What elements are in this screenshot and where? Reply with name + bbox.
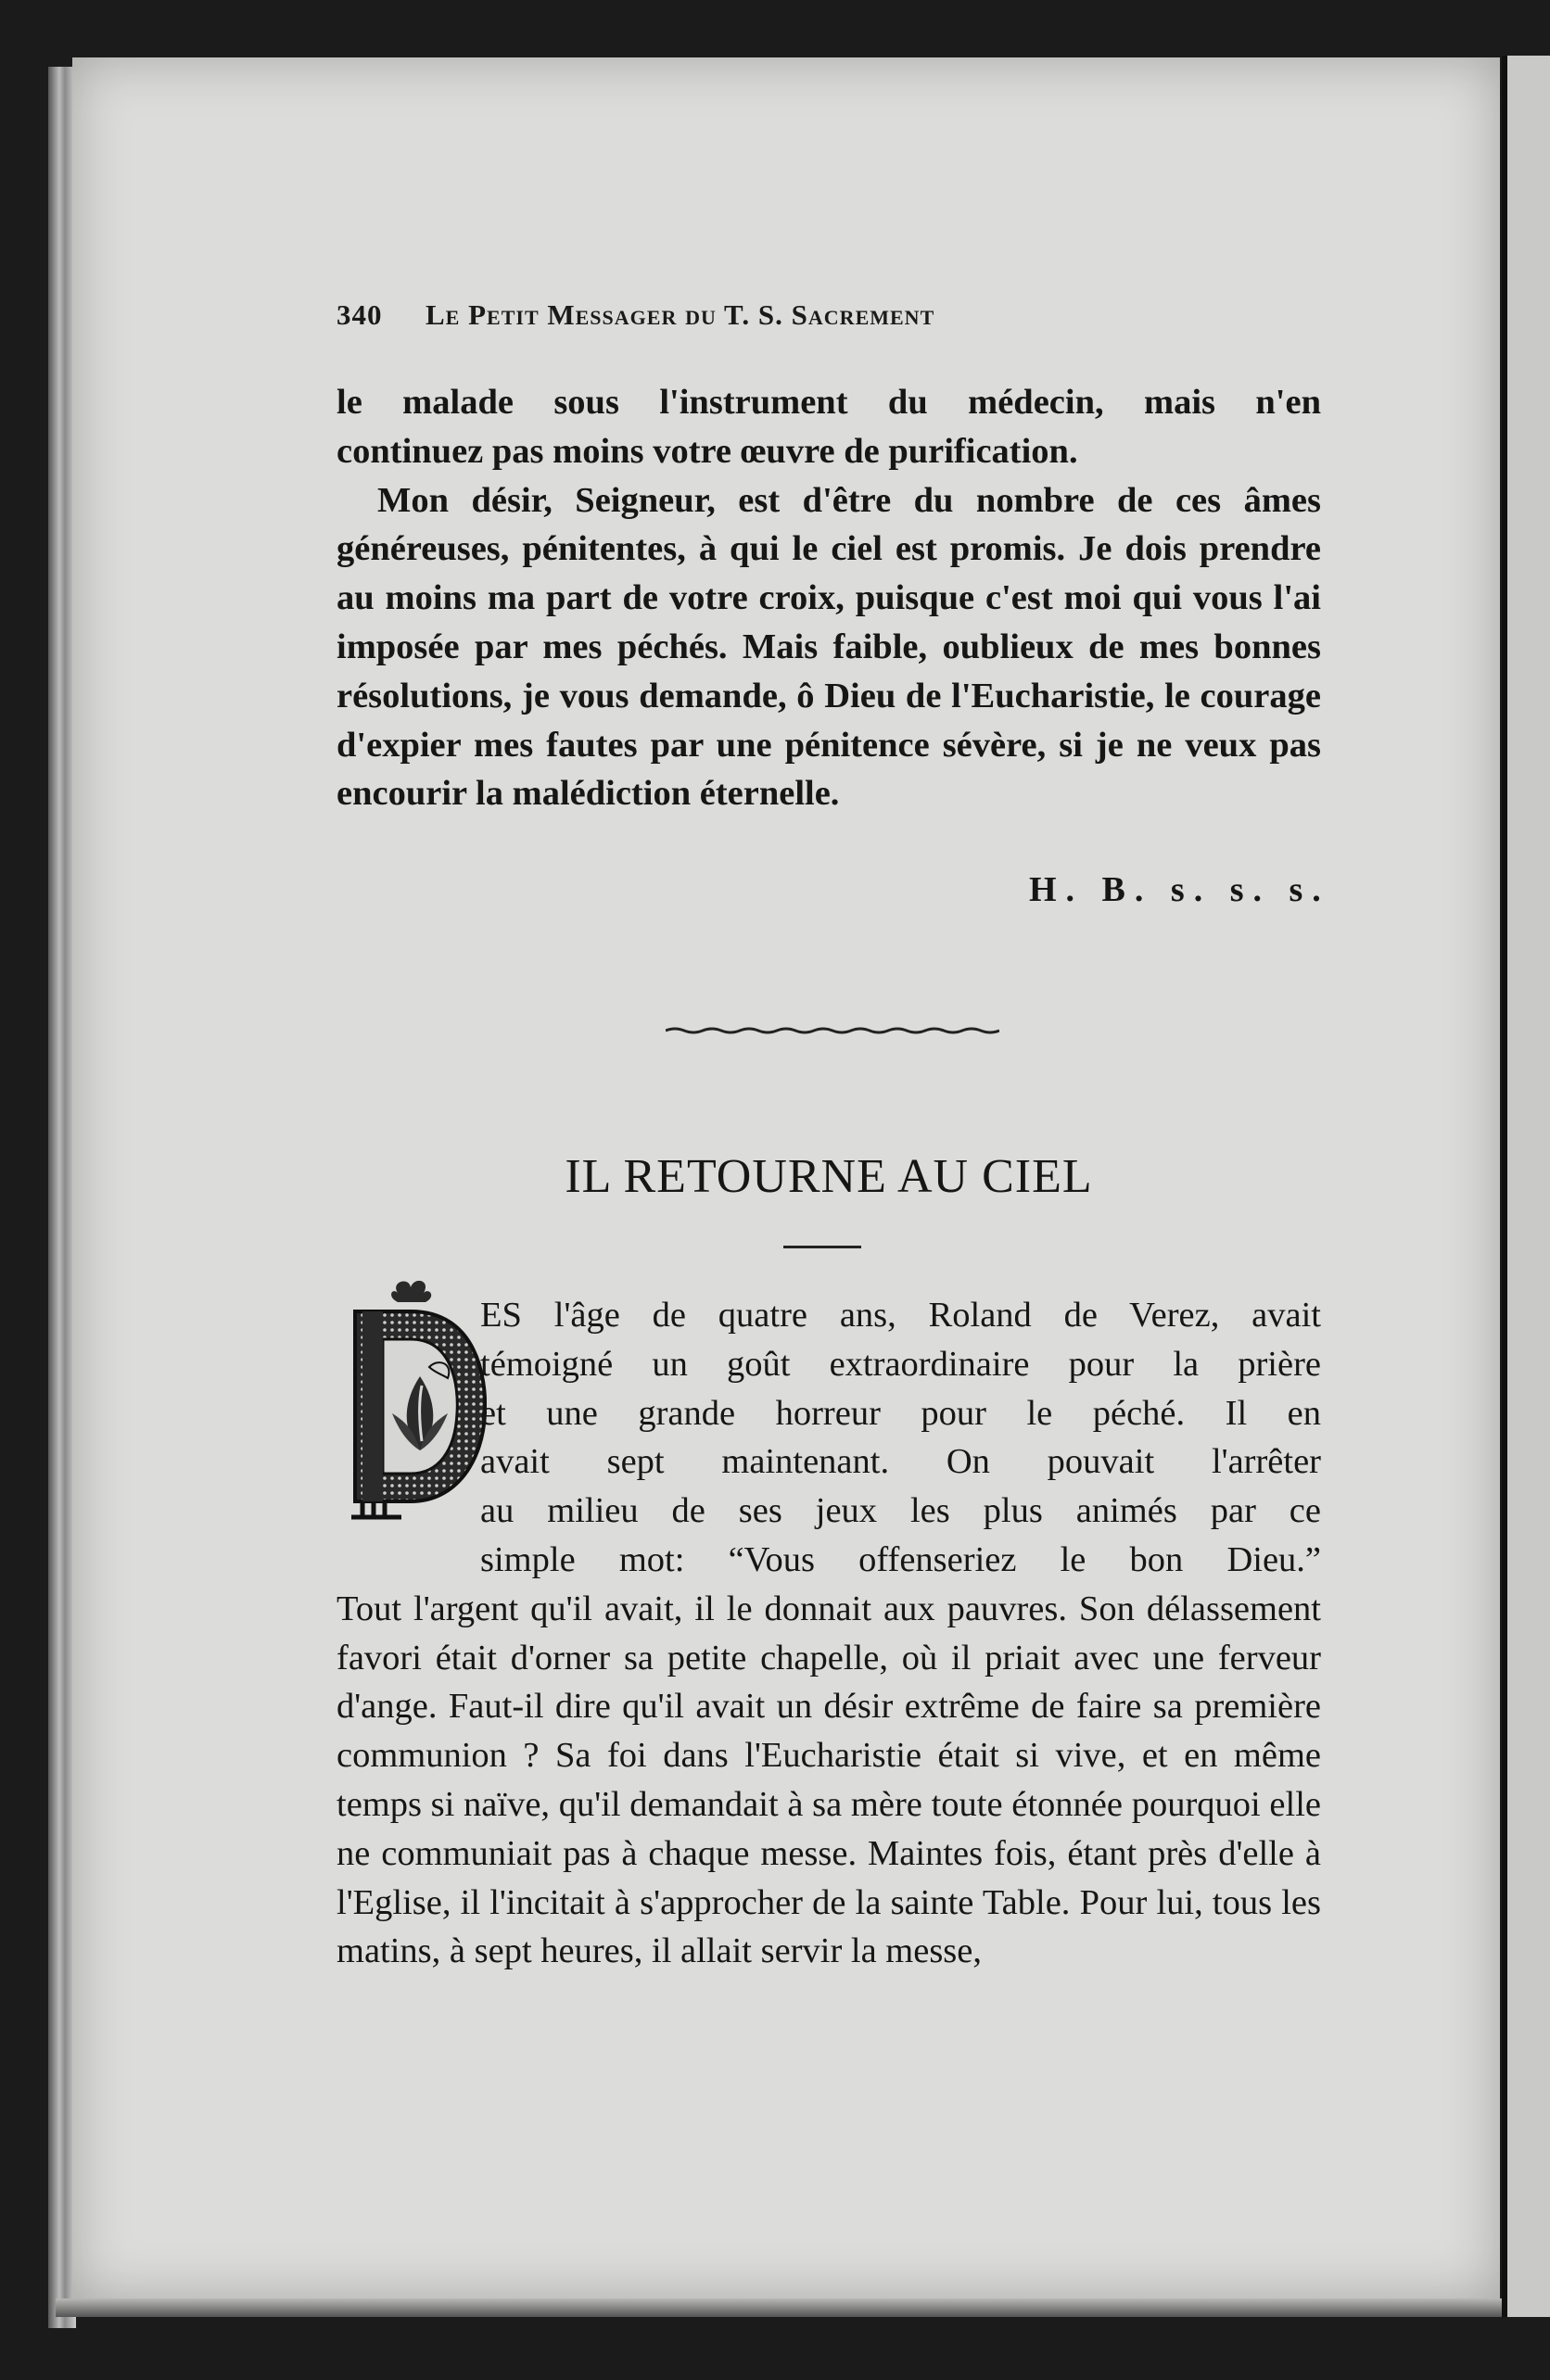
continued-line-2: continuez pas moins votre œuvre de purification. — [337, 431, 1078, 471]
dropcap-line-5: au milieu de ses jeux les plus animés par ce — [480, 1491, 1321, 1531]
dropcap-line-4: avait sept maintenant. On pouvait l'arrêter — [480, 1442, 1321, 1482]
journal-title: Le Petit Messager du T. S. Sacrement — [426, 298, 935, 331]
section-divider — [666, 1026, 999, 1035]
article-body — [337, 1291, 1321, 1976]
article-title: IL RETOURNE AU CIEL — [565, 1150, 1093, 1203]
signature: H. B. s. s. s. — [1029, 870, 1330, 909]
dropcap-line-2: témoigné un goût extraordinaire pour la prière — [480, 1344, 1321, 1384]
facing-page-edge — [1502, 56, 1550, 2317]
dropcap-line-1: ES l'âge de quatre ans, Roland de Verez, avait — [480, 1296, 1321, 1335]
dropcap-line-6: simple mot: “Vous offenseriez le bon Dieu.” — [480, 1539, 1321, 1579]
page-number: 340 — [337, 298, 383, 331]
prayer-paragraph: Mon désir, Seigneur, est d'être du nombre de ces âmes généreuses, pénitentes, à qui le ciel est promis. Je dois prendre au moins ma part de votre croix, puisque c'est moi qui vous l'ai imposée par mes péchés. Mais faible, oublieux de mes bonnes résolutions, je vous demande, ô Dieu de l'Eucharistie, le courage d'expier mes fautes par une pénitence sévère, si je ne veux pas encourir la malédiction éternelle. — [337, 480, 1321, 814]
title-rule — [783, 1246, 861, 1248]
running-head — [337, 298, 1319, 332]
continued-line-1: le malade sous l'instrument du médecin, mais n'en — [337, 383, 1321, 422]
lines-beside-dropcap — [337, 1291, 1321, 1585]
previous-article-text — [337, 378, 1321, 818]
page-edge-bottom — [56, 2298, 1502, 2317]
article-paragraph: Tout l'argent qu'il avait, il le donnait aux pauvres. Son délassement favori était d'orner sa petite chapelle, où il priait avec une ferveur d'ange. Faut-il dire qu'il avait un désir extrême de faire sa première communion ? Sa foi dans l'Eucharistie était si vive, et en même temps si naïve, qu'il demandait à sa mère toute étonnée pourquoi elle ne communiait pas à chaque messe. Maintes fois, étant près d'elle à l'Eglise, il l'incitait à s'approcher de la sainte Table. Pour lui, tous les matins, à sept heures, il allait servir la messe, — [337, 1589, 1321, 1971]
dropcap-line-3: et une grande horreur pour le péché. Il en — [480, 1393, 1321, 1433]
